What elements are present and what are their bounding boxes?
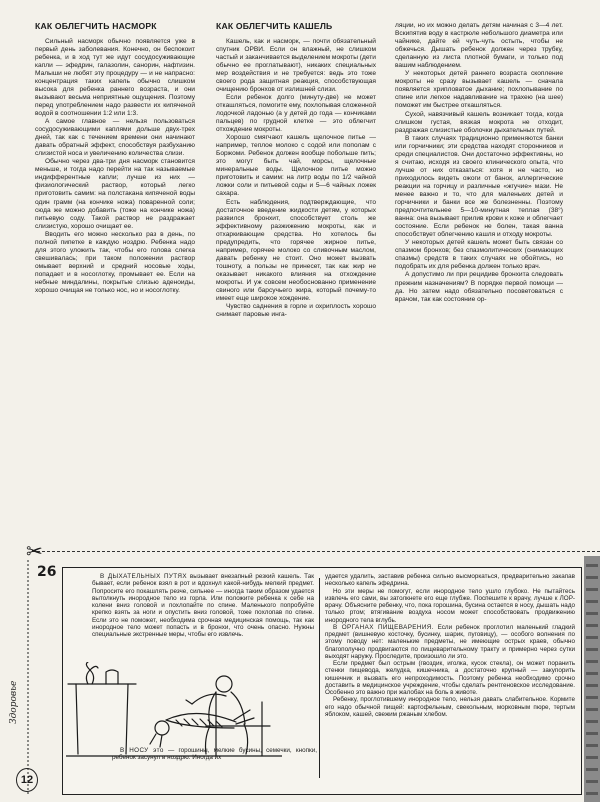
side-page-number: 12 [16, 768, 38, 792]
lead-nose: В НОСУ это [120, 747, 164, 754]
text-digestion: Если ребенок проглотил маленький гладкий предмет (вишневую косточку, бусинку, шарик, пуговицу), — особого волнения по этому поводу нет: маленькие предметы, не имеющие острых краев, обычно благополучно продвигаются по пищеварительному тракту и примерно через сутки выходят наружу. Проследите, произошло ли это. [325, 623, 575, 660]
article-column-1 [35, 22, 195, 542]
paragraph: Если ребенок долго (минуту-две) не может откашляться, помогите ему, похлопывая сложенной лодочкой ладонью (а у детей до года — кончиками пальцев) по грудной клетке — это облегчит отхождение мокроты. [216, 93, 376, 134]
paragraph: Кашель, как и насморк, — почти обязательный спутник ОРВИ. Если он влажный, не слишком частый и заканчивается выделением мокроты (дети обычно ее проглатывают), никаких специальных мер воздействия и не требуется: ведь это тоже своего рода защитная реакция, способствующая очищению бронхов от излишней слизи. [216, 37, 376, 93]
paragraph: ляции, но их можно делать детям начиная с 3—4 лет. Вскипятив воду в кастрюле небольшого диаметра или чайнике, дайте ей чуть-чуть остыть, чтобы не обжечься. Дышать ребенок должен через трубку, сделанную из листа плотной бумаги, и только под вашим наблюдением. [395, 22, 563, 70]
side-strip-decoration [16, 560, 30, 796]
paragraph: В таких случаях традиционно применяются банки или горчичники; эти средства находят сторонников и среди специалистов. Они достаточно эффективны, но я считаю, исходя из своего клинического опыта, что лучше от них отказаться: хотя и не часто, но приходилось видеть ожоги от банок, аллергические реакции на горчицу и различные «жгучие» мази. Не менее важно и то, что для маленьких детей и горчичники и банки все же болезненны. Поэтому предпочтительнее 5—10-минутная теплая (38°) ванна: она вызывает прилив крови к коже и облегчает состояние. Если ребенок не болен, такая ванна способствует облегчению кашля и отходу мокроты. [395, 134, 563, 239]
paragraph: У некоторых детей кашель может быть связан со спазмом бронхов; без спазмолитических (снимающих спазмы) средств в таких случаях не обойтись, но подобрать их для ребенка должен только врач. [395, 239, 563, 271]
paragraph: А самое главное — нельзя пользоваться сосудосуживающими каплями дольше двух-трех дней, так как с течением времени они начинают давать обратный эффект, способствуя разбуханию слизистой носа и увеличению количества слизи. [35, 118, 195, 158]
paragraph: А допустимо ли при рецидиве бронхита следовать прежним назначениям? В порядке первой помощи — да. Но затем надо обязательно посоветоваться с врачом, так как состояние ор- [395, 271, 563, 303]
paragraph: Есть наблюдения, подтверждающие, что достаточное введение жидкости детям, у которых развился бронхит, способствует столь же эффективному разжижению мокроты, как и отхаркивающие средства. Но хотелось бы предупредить, что горячее жирное питье, например, горячее молоко со сливочным маслом, давать ребенку не стоит. Оно может вызвать тошноту, а пользы не принесет, так как жир не оказывает никакого влияния на отхождение мокроты. И уж совсем необоснованно применение свиного или барсучьего жира, который почему-то имеет еще широкое хождение. [216, 198, 376, 303]
heading-runny-nose: КАК ОБЛЕГЧИТЬ НАСМОРК [35, 22, 157, 31]
paragraph: удается удалить, заставив ребенка сильно высморкаться, предварительно закапав несколько капель эфедрина. [325, 573, 575, 588]
paragraph: Хорошо смягчают кашель щелочное питье — например, теплое молоко с содой или пополам с Боржоми. Ребенок должен вообще побольше пить; это могут быть чай, морсы, щелочные минеральные воды. Щелочное питье можно приготовить и самим: на литр воды по 1/2 чайной ложки соли и питьевой соды и 5—6 чайных ложек сахара. [216, 134, 376, 198]
magazine-logo: Здоровье [9, 680, 19, 724]
insert-column-divider [319, 578, 320, 778]
paragraph: Вводить его можно несколько раз в день, по полной пипетке в каждую ноздрю. Ребенка надо для этого уложить так, чтобы его голова слегка свешивалась; при таком положении раствор омывает верхний и средний носовые ходы, попадает и в носоглотку, промывает ее. Если на небные миндалины, покрытые слизью аденоиды, хорошо очищая не только нос, но и носоглотку. [35, 230, 195, 295]
article-column-2 [216, 22, 376, 542]
binder-edge-decoration [584, 556, 600, 802]
paragraph: Чувство саднения в горле и охриплость хорошо снимает паровые инга- [216, 303, 376, 319]
insert-column-right [325, 573, 575, 791]
paragraph: Ребенку, проглотившему инородное тело, нельзя давать слабительное. Кормите его надо обычной пищей: картофельным, свекольным, морковным пюре, тертым яблоком, кашей, свежим ржаным хлебом. [325, 696, 575, 718]
lead-digestion: В ОРГАНАХ ПИЩЕВАРЕНИЯ. [333, 623, 434, 631]
heading-cough: КАК ОБЛЕГЧИТЬ КАШЕЛЬ [216, 22, 333, 31]
article-column-3 [395, 22, 563, 542]
lead-airways: В ДЫХАТЕЛЬНЫХ ПУТЯХ [100, 573, 187, 580]
paragraph: Но эти меры не помогут, если инородное тело ушло глубоко. Не пытайтесь извлечь его сами, вы затолкнете его еще глубже. Поспешите к врачу, лучше к ЛОР-врачу. Объясните ребенку, что, пока горошина, бусина остается в носу, дышать надо только ртом; втягивание воздуха носом может способствовать продвижению инородного тела вглубь. [325, 587, 575, 624]
text-airways: вызывает внезапный резкий кашель. Так бывает, если ребенок взял в рот и вдохнул какой-нибудь мелкий предмет. Попросите его покашлять резче, сильнее — иногда таким образом удается вытолкнуть инородное тело из горла. Или положите ребенка к себе на колени вниз головой и похлопайте по спине. Маленького попробуйте крепко взять за ноги и опустить вниз головой, тоже похлопав по спине. Если это не поможет, необходима срочная медицинская помощь, так как инородное тело может попасть и в бронхи, что очень опасно. Нужны специальные экстренные меры, чтобы его извлечь. [92, 573, 314, 638]
page-number: 26 [37, 564, 57, 580]
insert-column-airways [92, 573, 314, 673]
paragraph: Сухой, навязчивый кашель возникает тогда, когда слишком густая, вязкая мокрота не отходит, раздражая слизистые оболочки дыхательных путей. [395, 110, 563, 134]
paragraph: Сильный насморк обычно появляется уже в первый день заболевания. Конечно, он беспокоит ребенка, и в ход тут же идут сосудосуживающие капли — эфедрин, галазолин, санорин, нафтизин. Малыши не любят эту процедуру — и не напрасно: концентрация таких капель обычно слишком высока для ребенка раннего возраста, и они вызывают весьма неприятные ощущения. Поэтому перед употреблением надо развести их кипяченой водой в соотношении 1:2 или 1:3. [35, 37, 195, 118]
insert-column-nose [112, 747, 317, 789]
paragraph: Если предмет был острым (гвоздик, иголка, кусок стекла), он может поранить стенки пищевода, желудка, кишечника, а достаточно крупный — закупорить кишечник и вызвать его непроходимость. Поэтому ребенка необходимо срочно доставить в медицинское учреждение, чтобы сделать рентгеновское исследование. Особенно это важно при жалобах на боль в животе. [325, 660, 575, 696]
scissors-icon: ✂ [26, 539, 43, 563]
text-nose: — горошины, мелкие бусины, семечки, кнопки, ребенок засунул в ноздрю. Иногда их [112, 747, 317, 762]
paragraph: Обычно через два-три дня насморк становится меньше, и тогда надо перейти на так называемые индифферентные капли; лучше из них — физиологический раствор, который легко приготовить самим: на полстакана кипяченой воды один грамм (на кончике ножа) поваренной соли; сюда же можно добавить (тоже на кончике ножа) питьевую соду. Такой раствор не раздражает слизистую, хорошо очищает ее. [35, 158, 195, 230]
paragraph: У некоторых детей раннего возраста скопление мокроты не сразу вызывает кашель — сначала появляется хрипловатое дыхание; похлопывание по спине или легкое надавливание на трахею (на шее) поможет им быстрее откашляться. [395, 70, 563, 110]
cut-line [32, 551, 600, 552]
